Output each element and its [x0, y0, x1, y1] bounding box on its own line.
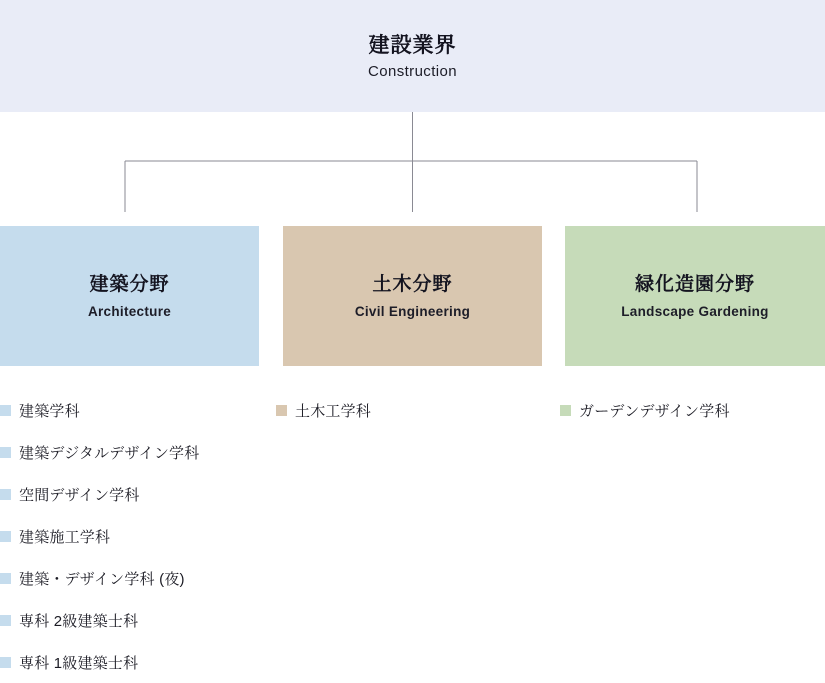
list-item[interactable] — [0, 431, 272, 473]
department-list-architecture — [0, 389, 272, 683]
list-item[interactable] — [0, 641, 272, 683]
department-label: 土木工学科 — [295, 402, 372, 420]
root-subtitle: Construction — [367, 63, 457, 81]
department-list-civil-engineering — [276, 389, 548, 431]
department-label: 空間デザイン学科 — [19, 486, 140, 504]
department-label: 専科 2級建築士科 — [19, 612, 139, 630]
field-subtitle-architecture: Architecture — [87, 303, 172, 319]
department-label: 建築施工学科 — [19, 528, 111, 546]
square-bullet-icon — [0, 573, 11, 584]
list-item[interactable] — [276, 389, 548, 431]
field-box-civil-engineering[interactable] — [283, 226, 542, 366]
department-label: 建築・デザイン学科 (夜) — [19, 570, 185, 588]
department-label: 建築デジタルデザイン学科 — [19, 444, 200, 462]
field-box-architecture[interactable] — [0, 226, 259, 366]
department-label: 建築学科 — [19, 402, 80, 420]
root-title: 建設業界 — [368, 33, 457, 57]
department-list-landscape-gardening — [560, 389, 825, 431]
field-box-landscape-gardening[interactable] — [565, 226, 825, 366]
department-label: 専科 1級建築士科 — [19, 654, 139, 672]
field-subtitle-landscape-gardening: Landscape Gardening — [621, 303, 769, 319]
list-item[interactable] — [560, 389, 825, 431]
field-title-architecture: 建築分野 — [89, 274, 170, 296]
square-bullet-icon — [0, 615, 11, 626]
square-bullet-icon — [0, 405, 11, 416]
list-item[interactable] — [0, 599, 272, 641]
square-bullet-icon — [0, 531, 11, 542]
square-bullet-icon — [0, 489, 11, 500]
square-bullet-icon — [0, 447, 11, 458]
department-label: ガーデンデザイン学科 — [579, 402, 730, 420]
connector-lines — [0, 112, 825, 226]
list-item[interactable] — [0, 473, 272, 515]
list-item[interactable] — [0, 557, 272, 599]
square-bullet-icon — [560, 405, 571, 416]
field-subtitle-civil-engineering: Civil Engineering — [354, 303, 471, 319]
square-bullet-icon — [276, 405, 287, 416]
list-item[interactable] — [0, 515, 272, 557]
field-title-civil-engineering: 土木分野 — [372, 274, 453, 296]
field-title-landscape-gardening: 緑化造園分野 — [634, 274, 755, 296]
square-bullet-icon — [0, 657, 11, 668]
root-node-construction — [0, 0, 825, 112]
list-item[interactable] — [0, 389, 272, 431]
